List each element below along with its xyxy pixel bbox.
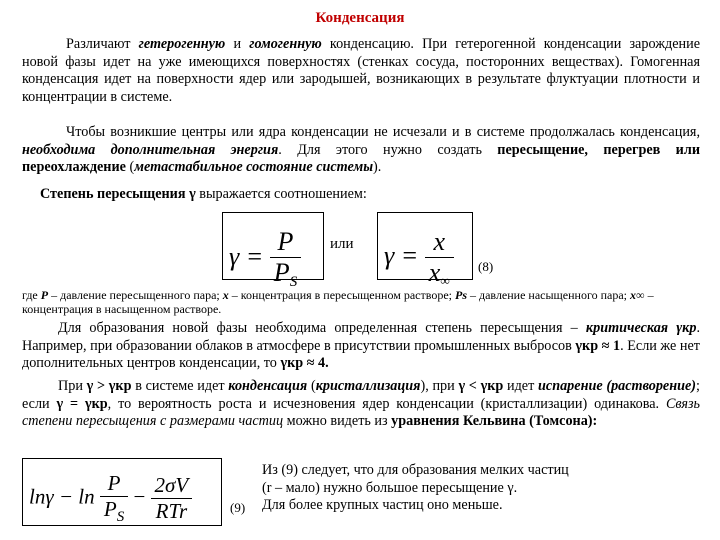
condition-equal: γ = γкр [56, 395, 108, 412]
gamma-symbol: γ [185, 186, 200, 202]
value-gamma-kr-1: γкр ≈ 1 [575, 337, 621, 354]
paragraph-critical: Для образования новой фазы необходима определенная степень пересыщения – критическая γкр. Например, при образовании облаков в атмосфере в присутствии промышленных выбросов γкр ≈ 1. Если же нет дополнительных центров конденсации, то γкр ≈ 4. [22, 320, 700, 372]
fraction [270, 227, 301, 291]
term-extra-energy: необходима дополнительная энергия [22, 141, 279, 158]
condition-greater: γ > γкр [86, 378, 132, 394]
text: Различают [66, 36, 139, 52]
page-title: Конденсация [315, 10, 405, 26]
term-supersaturation: пересыщение, перегрев или переохлаждение [22, 141, 700, 176]
text: выражается соотношением: [199, 186, 367, 202]
text: Чтобы возникшие центры или ядра конденсации не исчезали и в системе продолжалась конденсация, [66, 124, 700, 140]
formula-gamma-concentration [377, 212, 473, 288]
denominator: x∞ [425, 257, 454, 289]
term-crystallization: кристаллизация [315, 378, 421, 394]
paragraph-degree-intro [40, 186, 700, 204]
term-evaporation: испарение (растворение) [538, 378, 697, 394]
formula-kelvin [22, 458, 222, 526]
paragraph-condensation-types [22, 36, 700, 106]
conclusion-line-1: Из (9) следует, что для образования мелких частиц [262, 462, 569, 478]
fraction-pressure: $\frac{P}{P_S}$ [100, 471, 128, 526]
formula-gamma-pressure [222, 212, 324, 290]
or-text: или [330, 236, 354, 252]
term-critical: критическая γкр [585, 320, 697, 336]
symbol-x: x [222, 288, 229, 302]
denominator: $P_S$ [270, 257, 301, 291]
formula-lhs: lnγ − ln [29, 484, 95, 509]
conclusion-line-2: (r – мало) нужно большое пересыщение γ. [262, 479, 518, 496]
text: ( [125, 159, 135, 176]
formula-lhs: γ = [229, 241, 264, 271]
equation-number-8: (8) [478, 259, 494, 274]
term-relation: Связь степени пересыщения с размерами частиц [22, 395, 700, 430]
paragraph-conditions: При γ > γкр в системе идет конденсация (кристаллизация), при γ < γкр идет испарение (растворение); если γ = γкр, то вероятность роста и исчезновения ядер конденсации (кристаллизации) одинакова. Связь степени пересыщения с размерами частиц можно видеть из уравнения Кельвина (Томсона): [22, 378, 700, 430]
text: конденсацию. При гетерогенной конденсации зарождение новой фазы идет на уже имеющихся поверхностях (стенках сосуда, посторонних веществах). Гомогенная конденсация идет на поверхности ядер или зародышей, возникающих в результате флуктуации плотности и концентрации в системе. [22, 36, 700, 105]
term-homogeneous: гомогенную [249, 36, 322, 52]
symbol-x-inf: x∞ [630, 288, 645, 302]
text: и [225, 36, 250, 52]
value-gamma-kr-4: γкр ≈ 4. [280, 355, 329, 372]
numerator: P [277, 227, 294, 256]
term-degree: Степень пересыщения [40, 186, 186, 202]
minus-sign: − [133, 484, 146, 509]
kelvin-conclusion [262, 462, 702, 515]
term-kelvin-equation: уравнения Кельвина (Томсона): [391, 413, 598, 430]
text: ). [373, 159, 382, 176]
paragraph-extra-energy [22, 124, 700, 177]
symbol-Ps: Ps [455, 288, 467, 302]
term-metastable: метастабильное состояние системы [134, 159, 374, 176]
symbol-P: P [40, 288, 49, 302]
text: . Для этого нужно создать [278, 141, 498, 158]
note-definitions: где P – давление пересыщенного пара; x – концентрация в пересыщенном растворе; Ps – давление насыщенного пара; x∞ – концентрация в насыщенном растворе. [22, 288, 654, 317]
conclusion-line-3: Для более крупных частиц оно меньше. [262, 497, 503, 514]
numerator: x [433, 227, 445, 256]
equation-number-9: (9) [230, 500, 246, 515]
term-condensation: конденсация [228, 378, 308, 394]
fraction-kelvin: $\frac{2\sigma V}{\text{RTr}}$ [151, 473, 193, 524]
fraction [425, 227, 454, 289]
condition-less: γ < γкр [458, 378, 504, 394]
term-heterogeneous: гетерогенную [138, 36, 226, 52]
formula-lhs: γ = [384, 240, 419, 270]
